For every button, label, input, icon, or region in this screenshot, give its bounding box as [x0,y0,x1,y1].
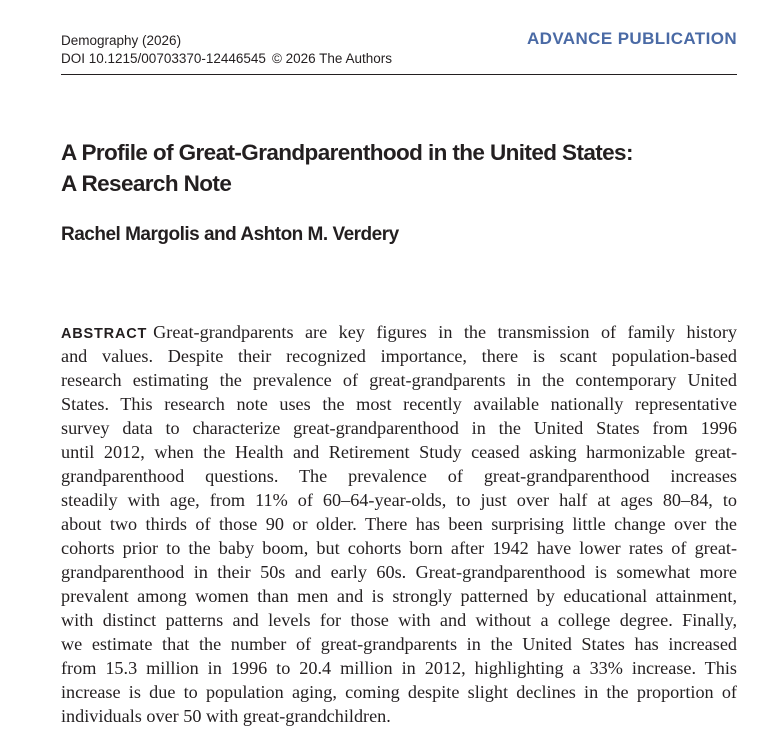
abstract-line: until 2012, when the Health and Retirement Study ceased asking harmonizable great- [61,442,737,462]
abstract-line [61,320,737,344]
abstract-line: about two thirds of those 90 or older. There has been surprising little change over the [61,514,737,534]
abstract-line: grandparenthood in their 50s and early 60s. Great-grandparenthood is somewhat more [61,562,737,582]
abstract [61,320,737,728]
abstract-line: research estimating the prevalence of great-grandparents in the contemporary United [61,370,737,390]
abstract-line: prevalent among women than men and is strongly patterned by educational attainment, [61,586,737,606]
abstract-line: States. This research note uses the most recently available nationally representative [61,394,737,414]
abstract-line: with distinct patterns and levels for those with and without a college degree. Finally, [61,610,737,630]
abstract-line: steadily with age, from 11% of 60–64-year-olds, to just over half at ages 80–84, to [61,490,737,510]
advance-publication-badge: ADVANCE PUBLICATION [526,29,737,48]
title-line-1: A Profile of Great-Grandparenthood in the United States: [61,140,633,165]
article-title [61,137,751,199]
journal-meta [61,32,392,68]
abstract-line: increase is due to population aging, coming despite slight declines in the proportion of [61,682,737,702]
abstract-text: Great-grandparents are key figures in the transmission of family history [153,322,737,342]
abstract-label: ABSTRACT [61,326,148,342]
abstract-line: survey data to characterize great-grandparenthood in the United States from 1996 [61,418,737,438]
title-line-2: A Research Note [61,171,232,196]
abstract-line: we estimate that the number of great-grandparents in the United States has increased [61,634,737,654]
abstract-line: individuals over 50 with great-grandchildren. [61,706,391,726]
abstract-line: from 15.3 million in 1996 to 20.4 million in 2012, highlighting a 33% increase. This [61,658,737,678]
doi[interactable]: DOI 10.1215/00703370-12446545 [61,51,266,66]
copyright: © 2026 The Authors [271,51,392,66]
doi-line [61,50,392,68]
abstract-line: and values. Despite their recognized importance, there is scant population-based [61,346,737,366]
abstract-line: grandparenthood questions. The prevalence of great-grandparenthood increases [61,466,737,486]
abstract-line: cohorts prior to the baby boom, but cohorts born after 1942 have lower rates of great- [61,538,737,558]
authors: Rachel Margolis and Ashton M. Verdery [61,224,399,245]
journal-header [61,30,737,75]
journal-name: Demography (2026) [61,33,182,48]
